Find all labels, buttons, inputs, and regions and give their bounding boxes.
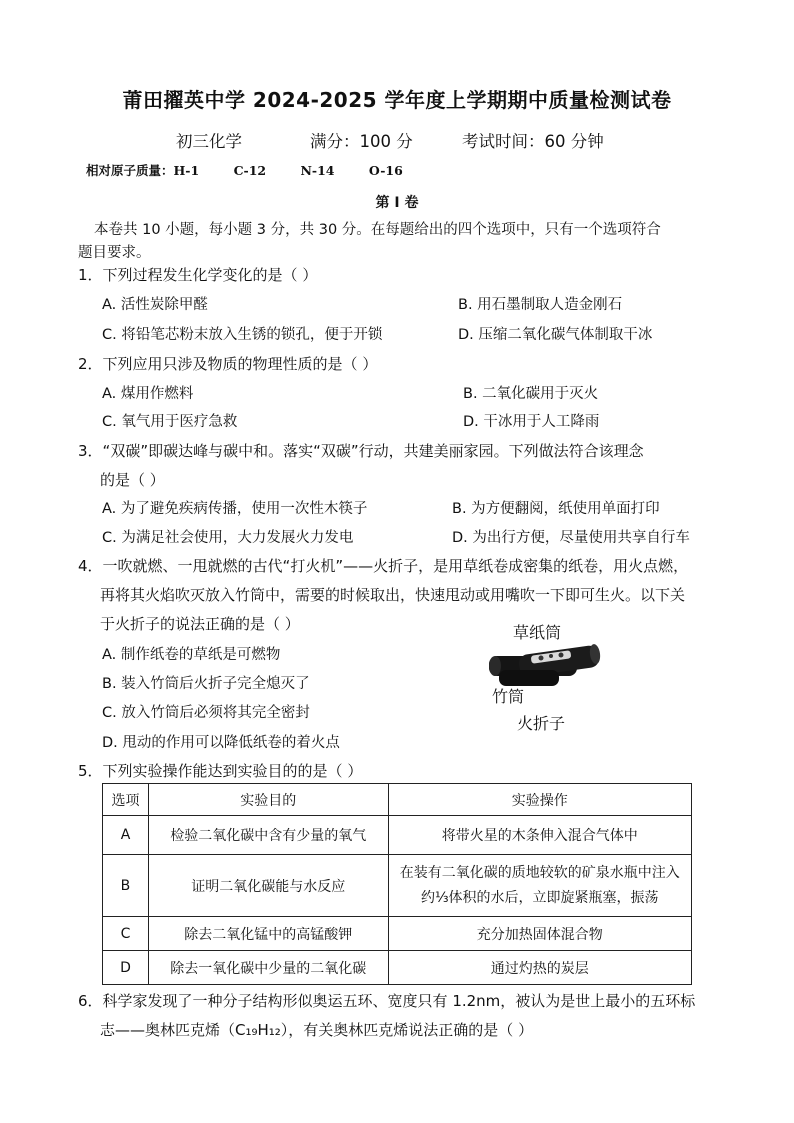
table-row	[103, 855, 692, 917]
q4-option-b: B. 装入竹筒后火折子完全熄灭了	[102, 676, 310, 692]
q3-option-a: A. 为了避免疾病传播，使用一次性木筷子	[102, 501, 368, 517]
table-cell-goal: 检验二氧化碳中含有少量的氧气	[148, 816, 388, 855]
table-cell-goal: 除去二氧化锰中的高锰酸钾	[148, 917, 388, 951]
subject-label: 初三化学	[176, 132, 242, 151]
table-cell-operation: 在装有二氧化碳的质地较软的矿泉水瓶中注入约⅓体积的水后，立即旋紧瓶塞，振荡	[388, 855, 691, 917]
table-cell-operation: 通过灼热的炭层	[388, 951, 691, 985]
q6-stem-line1: 6．科学家发现了一种分子结构形似奥运五环、宽度只有 1.2nm，被认为是世上最小的五环标	[78, 992, 696, 1010]
score-label: 满分：100 分	[310, 132, 413, 151]
q1-option-c: C. 将铅笔芯粉末放入生锈的锁孔，便于开锁	[102, 327, 383, 343]
q3-option-b: B. 为方便翻阅，纸使用单面打印	[452, 501, 660, 517]
table-cell-operation: 将带火星的木条伸入混合气体中	[388, 816, 691, 855]
q3-stem-line1: 3．“双碳”即碳达峰与碳中和。落实“双碳”行动，共建美丽家园。下列做法符合该理念	[78, 442, 644, 460]
figure-label-bamboo-tube: 竹筒	[492, 687, 525, 706]
q5-stem: 5．下列实验操作能达到实验目的的是（ ）	[78, 762, 363, 780]
table-cell-goal: 证明二氧化碳能与水反应	[148, 855, 388, 917]
section-intro-line1: 本卷共 10 小题，每小题 3 分，共 30 分。在每题给出的四个选项中，只有一个选项符合	[94, 222, 661, 238]
atomic-mass-label: 相对原子质量：H-1	[86, 163, 200, 178]
section-title: 第 I 卷	[375, 195, 419, 211]
figure-label-paper-roll: 草纸筒	[513, 623, 562, 642]
table-row	[103, 816, 692, 855]
q3-option-c: C. 为满足社会使用，大力发展火力发电	[102, 530, 354, 546]
q1-option-a: A. 活性炭除甲醛	[102, 297, 208, 313]
q4-stem-line3: 于火折子的说法正确的是（ ）	[100, 615, 300, 633]
table-cell-option: A	[103, 816, 149, 855]
q3-stem-line2: 的是（ ）	[100, 471, 165, 489]
atomic-mass-o: O-16	[368, 163, 403, 178]
table-cell-operation: 充分加热固体混合物	[388, 917, 691, 951]
q3-option-d: D. 为出行方便，尽量使用共享自行车	[452, 530, 690, 546]
q4-option-c: C. 放入竹筒后必须将其完全密封	[102, 705, 310, 721]
table-row	[103, 951, 692, 985]
table-header-operation: 实验操作	[388, 784, 691, 816]
table-cell-option: D	[103, 951, 149, 985]
section-intro-line2: 题目要求。	[78, 245, 151, 261]
q2-option-d: D. 干冰用于人工降雨	[463, 414, 600, 430]
q6-stem-line2: 志——奥林匹克烯（C₁₉H₁₂），有关奥林匹克烯说法正确的是（ ）	[100, 1021, 534, 1039]
atomic-mass-n: N-14	[300, 163, 335, 178]
table-cell-option: B	[103, 855, 149, 917]
table-row	[103, 917, 692, 951]
table-header-row	[103, 784, 692, 816]
q2-option-b: B. 二氧化碳用于灭火	[463, 386, 599, 402]
q4-option-d: D. 甩动的作用可以降低纸卷的着火点	[102, 735, 340, 751]
atomic-mass-c: C-12	[233, 163, 267, 178]
figure-label-fire-starter: 火折子	[517, 714, 566, 733]
q1-option-d: D. 压缩二氧化碳气体制取干冰	[458, 327, 653, 343]
q1-stem: 1．下列过程发生化学变化的是（ ）	[78, 266, 318, 284]
time-label: 考试时间：60 分钟	[462, 132, 604, 151]
experiment-table	[102, 783, 692, 985]
exam-title: 莆田擢英中学 2024-2025 学年度上学期期中质量检测试卷	[122, 88, 672, 112]
q4-option-a: A. 制作纸卷的草纸是可燃物	[102, 647, 281, 663]
q1-option-b: B. 用石墨制取人造金刚石	[458, 297, 623, 313]
table-header-goal: 实验目的	[148, 784, 388, 816]
atomic-mass-line	[86, 161, 433, 179]
q2-stem: 2．下列应用只涉及物质的物理性质的是（ ）	[78, 355, 378, 373]
q4-stem-line1: 4．一吹就燃、一甩就燃的古代“打火机”——火折子，是用草纸卷成密集的纸卷，用火点燃，	[78, 557, 689, 575]
table-cell-option: C	[103, 917, 149, 951]
q2-option-c: C. 氧气用于医疗急救	[102, 414, 238, 430]
q2-option-a: A. 煤用作燃料	[102, 386, 194, 402]
table-header-option: 选项	[103, 784, 149, 816]
table-cell-goal: 除去一氧化碳中少量的二氧化碳	[148, 951, 388, 985]
q4-stem-line2: 再将其火焰吹灭放入竹筒中，需要的时候取出，快速甩动或用嘴吹一下即可生火。以下关	[100, 586, 686, 604]
